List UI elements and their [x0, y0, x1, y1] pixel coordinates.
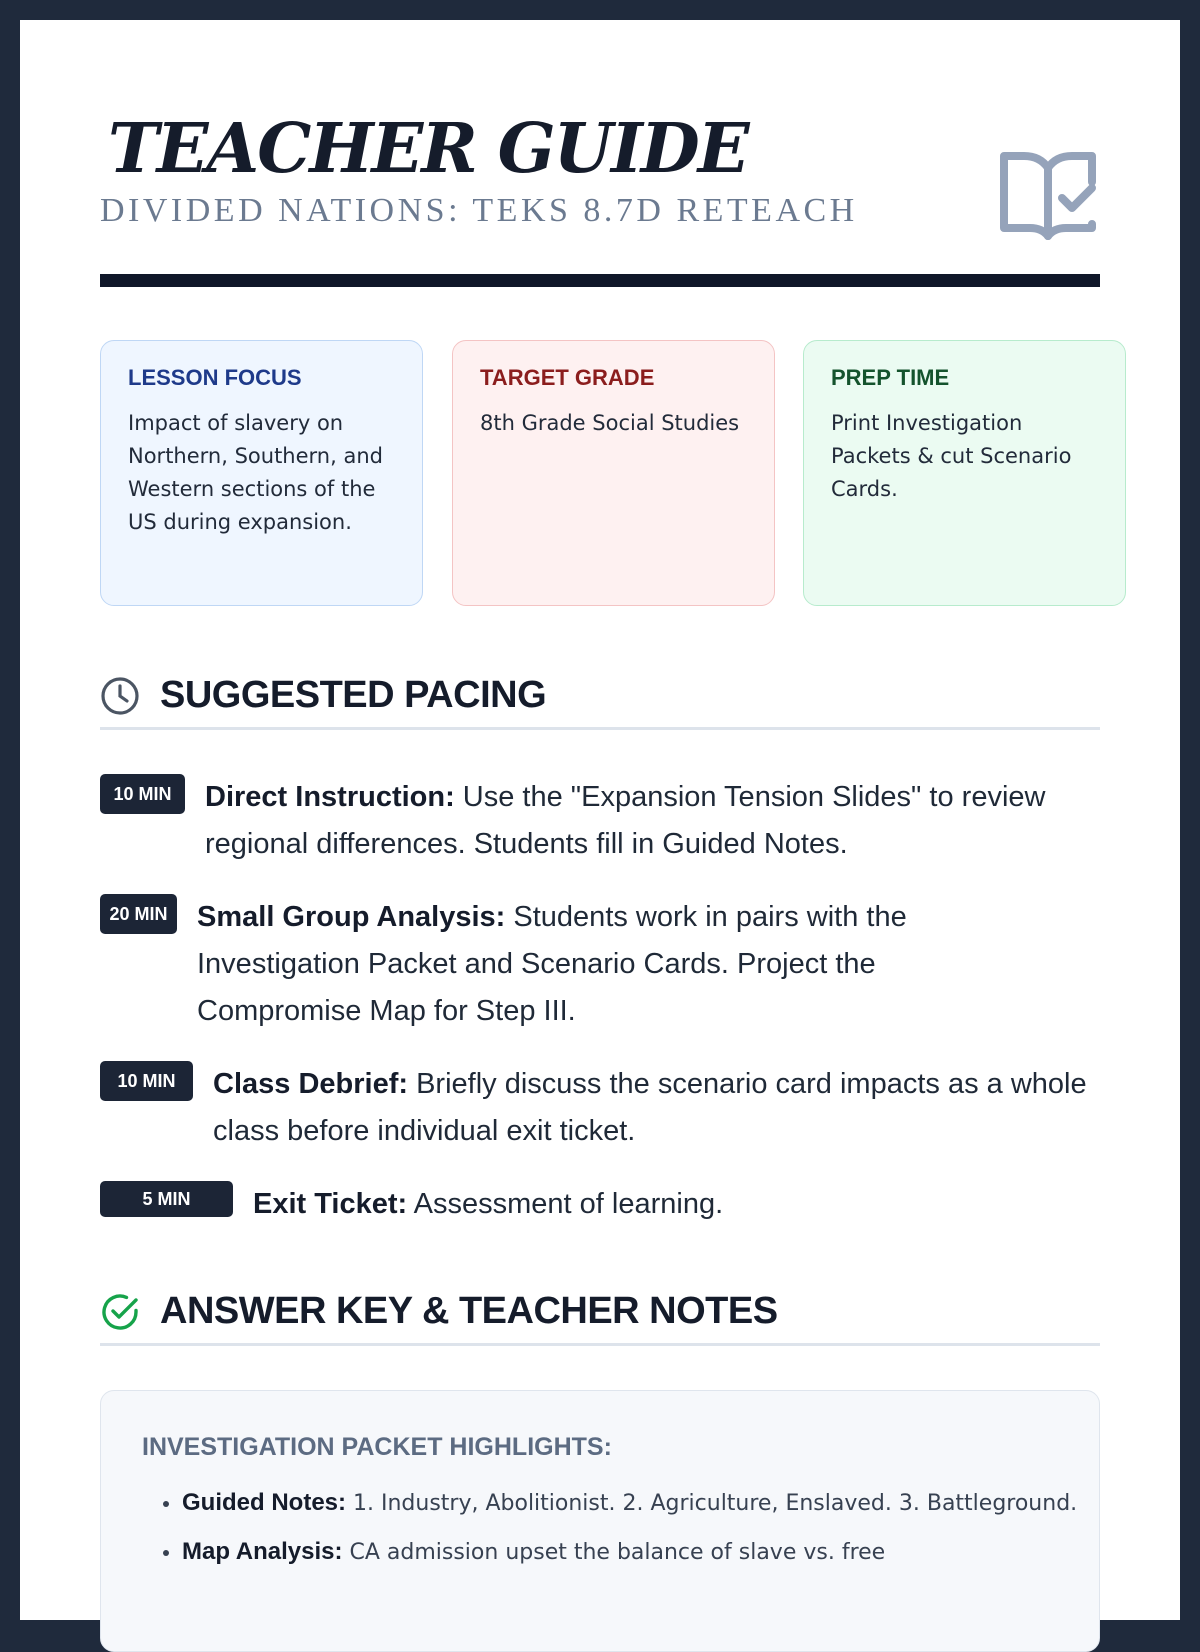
prep-time-card — [803, 340, 1126, 606]
answer-key-section-header — [100, 1286, 1100, 1346]
key-item-text: 1. Industry, Abolitionist. 2. Agriculture, Enslaved. 3. Battleground. — [346, 1491, 1078, 1516]
pacing-description — [205, 774, 1085, 868]
pacing-description — [253, 1181, 1093, 1228]
pacing-text: Briefly discuss the scenario card impacts as a whole class before individual exit ticket. — [213, 1068, 1087, 1147]
section-divider — [100, 1343, 1100, 1346]
key-box-heading: INVESTIGATION PACKET HIGHLIGHTS: — [142, 1433, 612, 1461]
pacing-label: Direct Instruction: — [205, 781, 455, 813]
card-body: Impact of slavery on Northern, Southern, and Western sections of the US during expansion. — [128, 411, 383, 534]
pacing-label: Small Group Analysis: — [197, 901, 506, 933]
card-title: PREP TIME — [831, 365, 950, 390]
teacher-guide-page — [20, 20, 1180, 1620]
key-list — [142, 1483, 1082, 1581]
pacing-text: Students work in pairs with the Investigation Packet and Scenario Cards. Project the Compromise Map for Step III. — [197, 901, 907, 1027]
pacing-description — [213, 1061, 1100, 1155]
header-divider — [100, 274, 1100, 287]
pacing-description — [197, 894, 997, 1035]
pacing-text: Use the "Expansion Tension Slides" to review regional differences. Students fill in Guided Notes. — [205, 781, 1046, 860]
answer-key-title: ANSWER KEY & TEACHER NOTES — [160, 1290, 778, 1332]
pacing-section-header — [100, 670, 1100, 730]
page-title: TEACHER GUIDE — [108, 109, 748, 189]
check-circle-icon — [100, 1292, 140, 1332]
pacing-label: Class Debrief: — [213, 1068, 409, 1100]
lesson-focus-card — [100, 340, 423, 606]
time-badge: 10 MIN — [100, 774, 185, 814]
pacing-label: Exit Ticket: — [253, 1188, 408, 1220]
pacing-title: SUGGESTED PACING — [160, 674, 547, 716]
clock-icon — [100, 676, 140, 716]
list-item — [182, 1532, 1082, 1573]
page-subtitle: DIVIDED NATIONS: TEKS 8.7D RETEACH — [100, 192, 858, 229]
card-body: Print Investigation Packets & cut Scenario Cards. — [831, 411, 1072, 501]
list-item — [182, 1483, 1082, 1524]
key-item-label: Map Analysis: — [182, 1538, 343, 1565]
card-title: LESSON FOCUS — [128, 365, 302, 390]
time-badge: 5 MIN — [100, 1181, 233, 1217]
key-item-text: CA admission upset the balance of slave vs. free — [342, 1540, 886, 1565]
book-check-icon — [996, 148, 1100, 246]
pacing-text: Assessment of learning. — [407, 1188, 724, 1220]
time-badge: 20 MIN — [100, 894, 177, 934]
key-item-label: Guided Notes: — [182, 1489, 347, 1516]
time-badge: 10 MIN — [100, 1061, 193, 1101]
section-divider — [100, 727, 1100, 730]
target-grade-card — [452, 340, 775, 606]
card-title: TARGET GRADE — [480, 365, 655, 390]
answer-key-box — [100, 1390, 1100, 1652]
card-body: 8th Grade Social Studies — [480, 411, 740, 435]
